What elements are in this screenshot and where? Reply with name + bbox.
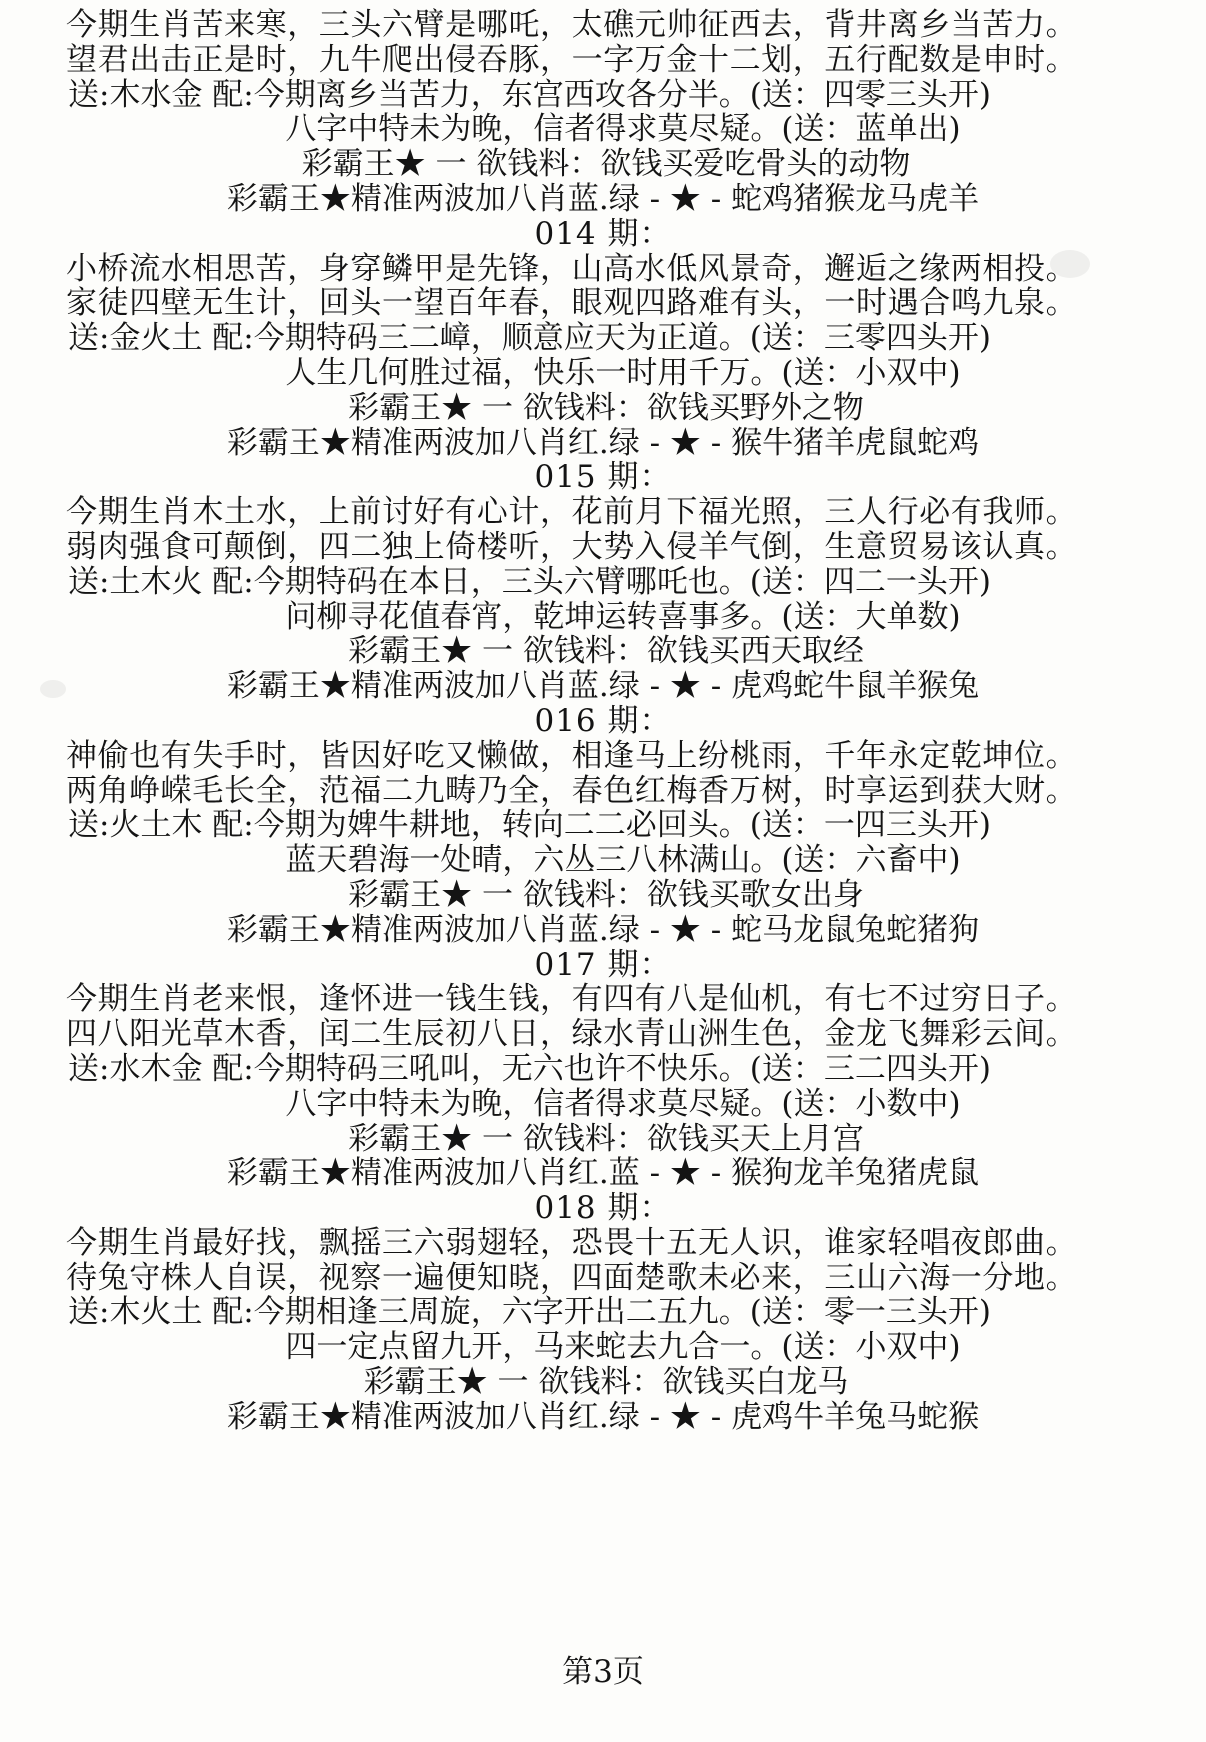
prediction-line: 彩霸王★精准两波加八肖红.蓝 - ★ - 猴狗龙羊兔猪虎鼠 (226, 1156, 980, 1192)
poem-line: 人生几何胜过福，快乐一时用千万。(送：小双中) (285, 355, 961, 391)
poem-line: 八字中特未为晚，信者得求莫尽疑。(送：蓝单出) (285, 112, 961, 148)
verse-line: 神偷也有失手时，皆因好吃又懒做，相逢马上纷桃雨，千年永定乾坤位。 (66, 738, 1078, 774)
tip-line: 送:金火土 配:今期特码三二嶂，顺意应天为正道。(送：三零四头开) (68, 321, 991, 356)
prediction-line: 彩霸王★精准两波加八肖蓝.绿 - ★ - 蛇鸡猪猴龙马虎羊 (226, 181, 980, 217)
riddle-line: 彩霸王★ 一 欲钱料：欲钱买歌女出身 (348, 877, 864, 913)
verse-line: 今期生肖老来恨，逢怀进一钱生钱，有四有八是仙机，有七不过穷日子。 (66, 982, 1078, 1018)
verse-line: 今期生肖最好找，飘摇三六弱翅轻，恐畏十五无人识，谁家轻唱夜郎曲。 (66, 1225, 1078, 1261)
verse-line: 待兔守株人自误，视察一遍便知晓，四面楚歌未必来，三山六海一分地。 (66, 1260, 1078, 1296)
verse-line: 今期生肖苦来寒，三头六臂是哪吒，太礁元帅征西去，背井离乡当苦力。 (66, 8, 1078, 43)
issue-heading: 017 期： (534, 947, 672, 983)
poem-line: 四一定点留九开，马来蛇去九合一。(送：小双中) (285, 1330, 961, 1366)
verse-line: 今期生肖木土水，上前讨好有心计，花前月下福光照，三人行必有我师。 (66, 495, 1078, 530)
poem-line: 问柳寻花值春宵，乾坤运转喜事多。(送：大单数) (285, 599, 961, 635)
tip-line: 送:木水金 配:今期离乡当苦力，东宫西攻各分半。(送：四零三头开) (68, 77, 991, 113)
poem-line: 八字中特未为晚，信者得求莫尽疑。(送：小数中) (285, 1086, 961, 1122)
riddle-line: 彩霸王★ 一 欲钱料：欲钱买野外之物 (348, 390, 864, 426)
verse-line: 弱肉强食可颠倒，四二独上倚楼听，大势入侵羊气倒，生意贸易该认真。 (66, 529, 1078, 565)
document-body (0, 8, 1206, 1435)
prediction-line: 彩霸王★精准两波加八肖蓝.绿 - ★ - 虎鸡蛇牛鼠羊猴兔 (226, 669, 980, 704)
issue-heading: 015 期： (534, 460, 672, 496)
verse-line: 望君出击正是时，九牛爬出侵吞豚，一字万金十二划，五行配数是申时。 (66, 42, 1078, 78)
tip-line: 送:木火土 配:今期相逢三周旋，六字开出二五九。(送：零一三头开) (68, 1295, 991, 1331)
page-number: 第3页 (562, 1654, 644, 1690)
prediction-line: 彩霸王★精准两波加八肖红.绿 - ★ - 猴牛猪羊虎鼠蛇鸡 (226, 425, 980, 461)
tip-line: 送:水木金 配:今期特码三吼叫，无六也许不快乐。(送：三二四头开) (68, 1051, 991, 1087)
riddle-line: 彩霸王★ 一 欲钱料：欲钱买天上月宫 (348, 1121, 864, 1157)
tip-line: 送:火土木 配:今期为婢牛耕地，转向二二必回头。(送：一四三头开) (68, 808, 991, 844)
riddle-line: 彩霸王★ 一 欲钱料：欲钱买白龙马 (363, 1365, 849, 1400)
issue-heading: 014 期： (534, 216, 672, 252)
prediction-line: 彩霸王★精准两波加八肖红.绿 - ★ - 虎鸡牛羊兔马蛇猴 (226, 1399, 980, 1435)
poem-line: 蓝天碧海一处晴，六丛三八林满山。(送：六畜中) (285, 843, 961, 878)
verse-line: 两角峥嵘毛长全，范福二九畴乃全，春色红梅香万树，时享运到获大财。 (66, 773, 1078, 809)
issue-heading: 016 期： (534, 703, 672, 739)
tip-line: 送:土木火 配:今期特码在本日，三头六臂哪吒也。(送：四二一头开) (68, 564, 991, 600)
verse-line: 四八阳光草木香，闰二生辰初八日，绿水青山洲生色，金龙飞舞彩云间。 (66, 1017, 1078, 1052)
riddle-line: 彩霸王★ 一 欲钱料：欲钱买西天取经 (348, 634, 864, 670)
verse-line: 小桥流水相思苦，身穿鳞甲是先锋，山高水低风景奇，邂逅之缘两相投。 (66, 251, 1078, 287)
prediction-line: 彩霸王★精准两波加八肖蓝.绿 - ★ - 蛇马龙鼠兔蛇猪狗 (226, 912, 980, 948)
issue-heading: 018 期： (534, 1191, 672, 1226)
verse-line: 家徒四壁无生计，回头一望百年春，眼观四路难有头，一时遇合鸣九泉。 (66, 286, 1078, 322)
riddle-line: 彩霸王★ 一 欲钱料：欲钱买爱吃骨头的动物 (301, 147, 911, 182)
